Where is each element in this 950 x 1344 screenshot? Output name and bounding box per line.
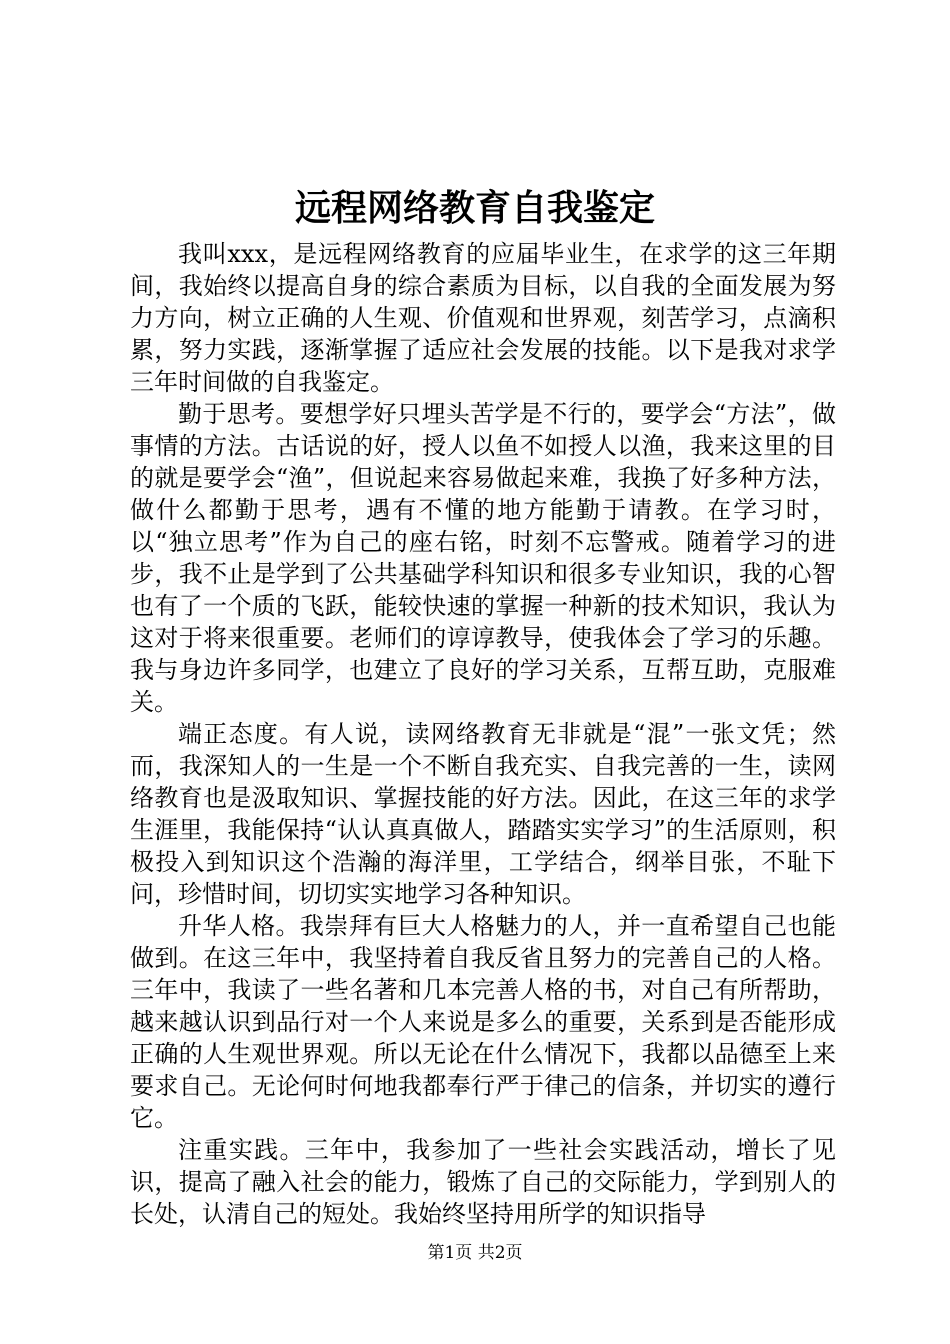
document-title: 远程网络教育自我鉴定 <box>294 187 655 229</box>
page-number-footer: 第1页 共2页 <box>427 1243 523 1263</box>
paragraph-intro: 我叫xxx，是远程网络教育的应届毕业生，在求学的这三年期间，我始终以提高自身的综合素质为目标，以自我的全面发展为努力方向，树立正确的人生观、价值观和世界观，刻苦学习，点滴积累，努力实践，逐渐掌握了适应社会发展的技能。以下是我对求学三年时间做的自我鉴定。 <box>130 240 836 396</box>
paragraph-thinking: 勤于思考。要想学好只埋头苦学是不行的，要学会“方法”，做事情的方法。古话说的好，授人以鱼不如授人以渔，我来这里的目的就是要学会“渔”，但说起来容易做起来难，我换了好多种方法，做什么都勤于思考，遇有不懂的地方能勤于请教。在学习时，以“独立思考”作为自己的座右铭，时刻不忘警戒。随着学习的进步，我不止是学到了公共基础学科知识和很多专业知识，我的心智也有了一个质的飞跃，能较快速的掌握一种新的技术知识，我认为这对于将来很重要。老师们的谆谆教导，使我体会了学习的乐趣。我与身边许多同学，也建立了良好的学习关系，互帮互助，克服难关。 <box>130 400 836 716</box>
paragraph-attitude: 端正态度。有人说，读网络教育无非就是“混”一张文凭；然而，我深知人的一生是一个不断自我充实、自我完善的一生，读网络教育也是汲取知识、掌握技能的好方法。因此，在这三年的求学生涯里，我能保持“认认真真做人，踏踏实实学习”的生活原则，积极投入到知识这个浩瀚的海洋里，工学结合，纲举目张，不耻下问，珍惜时间，切切实实地学习各种知识。 <box>130 720 836 908</box>
paragraph-character: 升华人格。我崇拜有巨大人格魅力的人，并一直希望自己也能做到。在这三年中，我坚持着自我反省且努力的完善自己的人格。三年中，我读了一些名著和几本完善人格的书，对自己有所帮助，越来越认识到品行对一个人来说是多么的重要，关系到是否能形成正确的人生观世界观。所以无论在什么情况下，我都以品德至上来要求自己。无论何时何地我都奉行严于律己的信条，并切实的遵行它。 <box>130 912 836 1132</box>
paragraph-practice: 注重实践。三年中，我参加了一些社会实践活动，增长了见识，提高了融入社会的能力，锻炼了自己的交际能力，学到别人的长处，认清自己的短处。我始终坚持用所学的知识指导 <box>130 1136 836 1228</box>
document-body <box>130 238 836 1230</box>
